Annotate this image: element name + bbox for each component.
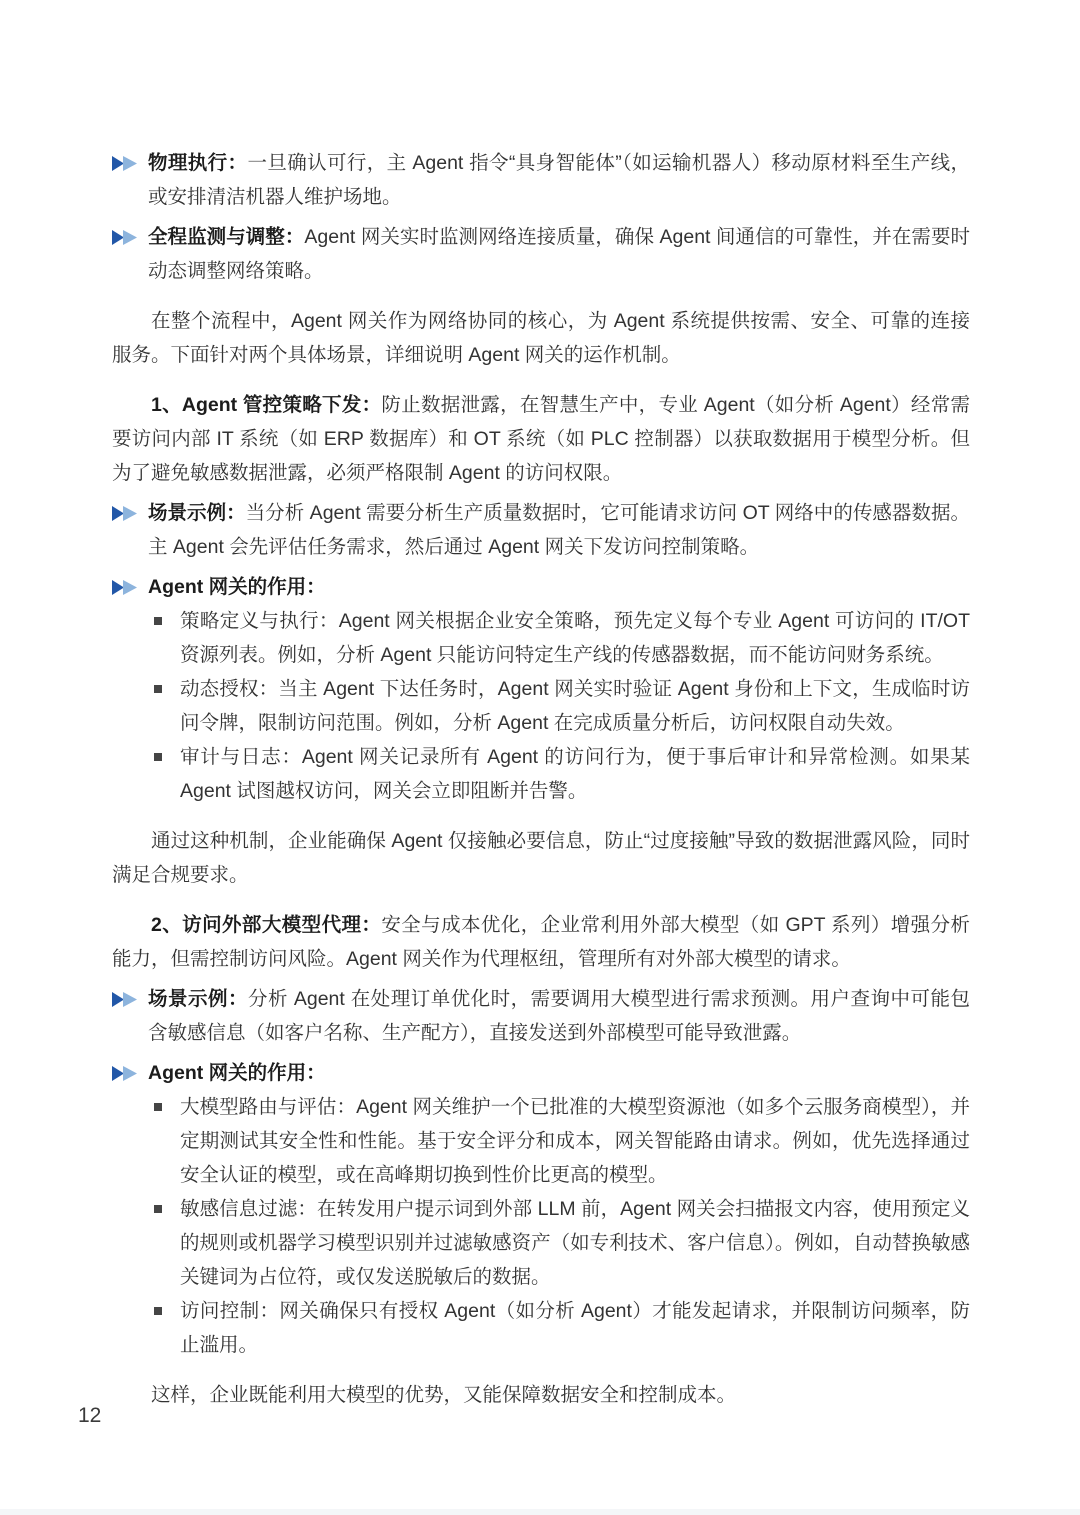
sub-bullet-lead: 敏感信息过滤： — [180, 1198, 317, 1220]
bullet-lead: 场景示例： — [148, 502, 246, 524]
bullet-lead: 场景示例： — [148, 988, 248, 1010]
sub-bullet-item — [154, 740, 970, 808]
sub-bullet-text — [180, 1090, 970, 1192]
paragraph — [112, 908, 970, 976]
page-number: 12 — [78, 1404, 102, 1427]
square-bullet-icon — [154, 1192, 180, 1294]
double-right-arrow-icon — [112, 570, 148, 604]
sub-bullet-text — [180, 740, 970, 808]
bullet-text — [148, 570, 970, 604]
paragraph-body: 在整个流程中，Agent 网关作为网络协同的核心，为 Agent 系统提供按需、安全、可靠的连接服务。下面针对两个具体场景，详细说明 Agent 网关的运作机制。 — [112, 310, 970, 366]
sub-bullet-text — [180, 1294, 970, 1362]
square-bullet-icon — [154, 740, 180, 808]
bullet-item — [112, 496, 970, 564]
sub-bullet-body: Agent 网关维护一个已批准的大模型资源池（如多个云服务商模型），并定期测试其安全性和性能。基于安全评分和成本，网关智能路由请求。例如，优先选择通过安全认证的模型，或在高峰期切换到性价比更高的模型。 — [180, 1096, 970, 1186]
bullet-item — [112, 220, 970, 288]
bullet-item — [112, 146, 970, 214]
bullet-text — [148, 220, 970, 288]
double-right-arrow-icon — [112, 1056, 148, 1090]
bullet-text — [148, 496, 970, 564]
bullet-lead: Agent 网关的作用： — [148, 576, 326, 598]
paragraph — [112, 1378, 970, 1412]
sub-bullet-text — [180, 604, 970, 672]
bullet-body: 一旦确认可行，主 Agent 指令“具身智能体”（如运输机器人）移动原材料至生产线，或安排清洁机器人维护场地。 — [148, 152, 970, 208]
bullet-lead: Agent 网关的作用： — [148, 1062, 326, 1084]
paragraph — [112, 388, 970, 490]
bullet-lead: 全程监测与调整： — [148, 226, 305, 248]
paragraph-body: 安全与成本优化，企业常利用外部大模型（如 GPT 系列）增强分析能力，但需控制访问风险。Agent 网关作为代理枢纽，管理所有对外部大模型的请求。 — [112, 914, 970, 970]
sub-bullet-item — [154, 604, 970, 672]
double-right-arrow-icon — [112, 220, 148, 288]
sub-bullet-text — [180, 1192, 970, 1294]
bullet-body: Agent 网关实时监测网络连接质量，确保 Agent 间通信的可靠性，并在需要时动态调整网络策略。 — [148, 226, 970, 282]
bullet-body: 分析 Agent 在处理订单优化时，需要调用大模型进行需求预测。用户查询中可能包含敏感信息（如客户名称、生产配方），直接发送到外部模型可能导致泄露。 — [148, 988, 970, 1044]
paragraph — [112, 824, 970, 892]
bullet-text — [148, 1056, 970, 1090]
sub-bullet-lead: 大模型路由与评估： — [180, 1096, 357, 1118]
bullet-item — [112, 1056, 970, 1090]
paragraph-lead: 1、Agent 管控策略下发： — [151, 394, 382, 416]
bullet-text — [148, 982, 970, 1050]
square-bullet-icon — [154, 1294, 180, 1362]
sub-bullet-item — [154, 1090, 970, 1192]
sub-bullet-body: 当主 Agent 下达任务时，Agent 网关实时验证 Agent 身份和上下文，生成临时访问令牌，限制访问范围。例如，分析 Agent 在完成质量分析后，访问权限自动失效。 — [180, 678, 970, 734]
sub-bullet-text — [180, 672, 970, 740]
square-bullet-icon — [154, 1090, 180, 1192]
sub-bullet-item — [154, 1294, 970, 1362]
paragraph-body: 通过这种机制，企业能确保 Agent 仅接触必要信息，防止“过度接触”导致的数据泄露风险，同时满足合规要求。 — [112, 830, 970, 886]
bullet-item — [112, 570, 970, 604]
sub-bullet-lead: 审计与日志： — [180, 746, 302, 768]
bullet-item — [112, 982, 970, 1050]
sub-bullet-body: Agent 网关根据企业安全策略，预先定义每个专业 Agent 可访问的 IT/OT 资源列表。例如，分析 Agent 只能访问特定生产线的传感器数据，而不能访问财务系统。 — [180, 610, 970, 666]
paragraph-body: 这样，企业既能利用大模型的优势，又能保障数据安全和控制成本。 — [151, 1384, 737, 1406]
page-bottom-edge — [0, 1509, 1080, 1515]
sub-bullet-item — [154, 672, 970, 740]
double-right-arrow-icon — [112, 146, 148, 214]
square-bullet-icon — [154, 604, 180, 672]
paragraph — [112, 304, 970, 372]
sub-bullet-body: 在转发用户提示词到外部 LLM 前，Agent 网关会扫描报文内容，使用预定义的规则或机器学习模型识别并过滤敏感资产（如专利技术、客户信息）。例如，自动替换敏感关键词为占位符，或仅发送脱敏后的数据。 — [180, 1198, 970, 1288]
square-bullet-icon — [154, 672, 180, 740]
paragraph-body: 防止数据泄露，在智慧生产中，专业 Agent（如分析 Agent）经常需要访问内部 IT 系统（如 ERP 数据库）和 OT 系统（如 PLC 控制器）以获取数据用于模型分析。但为了避免敏感数据泄露，必须严格限制 Agent 的访问权限。 — [112, 394, 970, 484]
sub-bullet-item — [154, 1192, 970, 1294]
sub-bullet-body: Agent 网关记录所有 Agent 的访问行为，便于事后审计和异常检测。如果某 Agent 试图越权访问，网关会立即阻断并告警。 — [180, 746, 970, 802]
sub-bullet-body: 网关确保只有授权 Agent（如分析 Agent）才能发起请求，并限制访问频率，防止滥用。 — [180, 1300, 970, 1356]
double-right-arrow-icon — [112, 982, 148, 1050]
bullet-lead: 物理执行： — [148, 152, 248, 174]
double-right-arrow-icon — [112, 496, 148, 564]
sub-bullet-lead: 策略定义与执行： — [180, 610, 339, 632]
bullet-body: 当分析 Agent 需要分析生产质量数据时，它可能请求访问 OT 网络中的传感器数据。主 Agent 会先评估任务需求，然后通过 Agent 网关下发访问控制策略。 — [148, 502, 970, 558]
sub-bullet-lead: 动态授权： — [180, 678, 279, 700]
sub-bullet-lead: 访问控制： — [180, 1300, 280, 1322]
paragraph-lead: 2、访问外部大模型代理： — [151, 914, 382, 936]
bullet-text — [148, 146, 970, 214]
